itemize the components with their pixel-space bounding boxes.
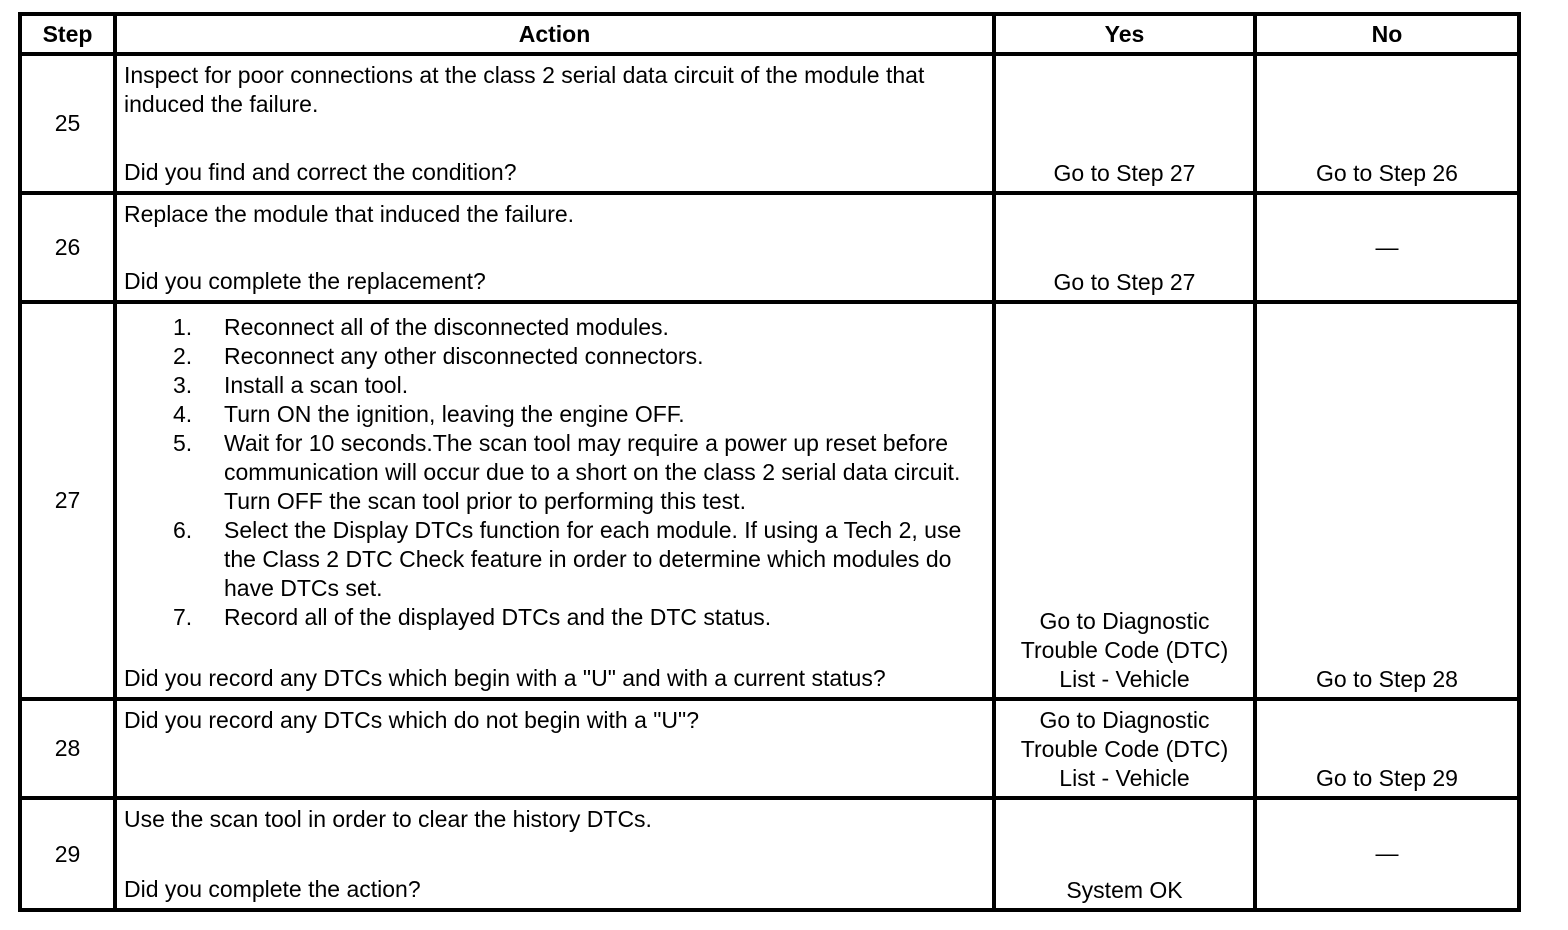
no-cell: Go to Step 29 — [1257, 701, 1521, 800]
list-item: 4. Turn ON the ignition, leaving the engine OFF. — [173, 401, 685, 427]
table-row — [18, 701, 1521, 800]
step-number: 29 — [18, 800, 117, 912]
list-item: 2. Reconnect any other disconnected connectors. — [173, 343, 704, 369]
header-action: Action — [117, 12, 996, 56]
step-number: 26 — [18, 195, 117, 304]
action-cell — [117, 701, 996, 800]
no-cell: Go to Step 28 — [1257, 304, 1521, 701]
header-step: Step — [18, 12, 117, 56]
diagnostic-table — [18, 12, 1521, 912]
action-question: Did you complete the action? — [124, 876, 421, 902]
table-row — [18, 195, 1521, 304]
header-yes: Yes — [996, 12, 1257, 56]
action-question: Did you record any DTCs which begin with a "U" and with a current status? — [124, 665, 886, 691]
list-item: 5. Wait for 10 seconds.The scan tool may require a power up reset before communication will occur due to a short on the class 2 serial data circuit. Turn OFF the scan tool prior to performing this test. — [173, 430, 961, 514]
no-cell: Go to Step 26 — [1257, 56, 1521, 195]
list-item: 1. Reconnect all of the disconnected modules. — [173, 314, 669, 340]
list-item: 3. Install a scan tool. — [173, 372, 409, 398]
step-number: 28 — [18, 701, 117, 800]
yes-cell: System OK — [996, 800, 1257, 912]
yes-cell: Go to Diagnostic Trouble Code (DTC) List - Vehicle — [996, 701, 1257, 800]
list-item: 6. Select the Display DTCs function for each module. If using a Tech 2, use the Class 2 DTC Check feature in order to determine which modules do have DTCs set. — [173, 517, 962, 601]
header-row — [18, 12, 1521, 56]
action-text: Use the scan tool in order to clear the history DTCs. — [124, 806, 652, 832]
table-row — [18, 800, 1521, 912]
step-number: 27 — [18, 304, 117, 701]
table-row — [18, 304, 1521, 701]
yes-cell: Go to Step 27 — [996, 56, 1257, 195]
action-question: Did you record any DTCs which do not begin with a "U"? — [124, 707, 699, 733]
table-row — [18, 56, 1521, 195]
action-cell — [117, 195, 996, 304]
no-cell: — — [1257, 800, 1521, 912]
action-cell — [117, 56, 996, 195]
action-question: Did you find and correct the condition? — [124, 159, 517, 185]
action-cell — [117, 304, 996, 701]
action-text: Inspect for poor connections at the class 2 serial data circuit of the module that induced the failure. — [124, 62, 925, 117]
action-question: Did you complete the replacement? — [124, 268, 486, 294]
yes-cell: Go to Diagnostic Trouble Code (DTC) List - Vehicle — [996, 304, 1257, 701]
no-cell: — — [1257, 195, 1521, 304]
yes-cell: Go to Step 27 — [996, 195, 1257, 304]
action-cell — [117, 800, 996, 912]
list-item: 7. Record all of the displayed DTCs and the DTC status. — [173, 604, 772, 630]
step-number: 25 — [18, 56, 117, 195]
substep-list — [124, 313, 984, 632]
action-text: Replace the module that induced the failure. — [124, 201, 575, 227]
header-no: No — [1257, 12, 1521, 56]
